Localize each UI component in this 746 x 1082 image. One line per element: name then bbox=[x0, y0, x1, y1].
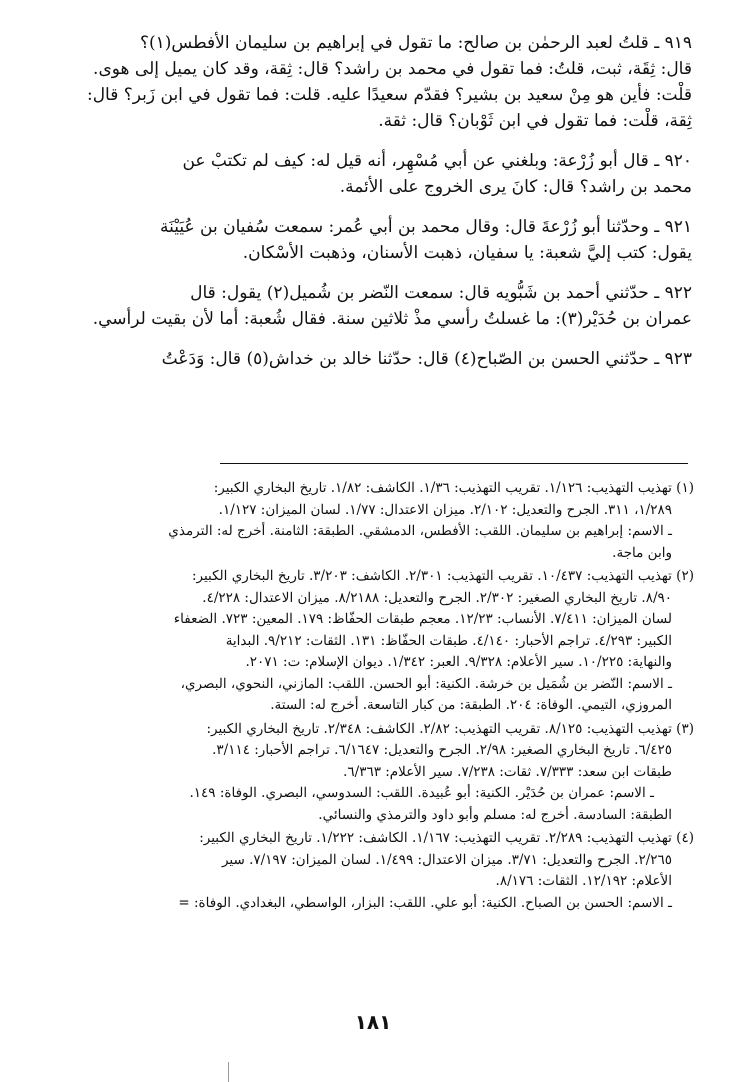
page-number: ١٨١ bbox=[354, 1010, 392, 1034]
footnote-line: الطبقة: السادسة. أخرج له: مسلم وأبو داود والترمذي والنسائي. bbox=[318, 806, 672, 823]
entry-921 bbox=[52, 214, 692, 266]
text-line: ٩٢٢ ـ حدّثني أحمد بن شَبُّويه قال: سمعت النّضر بن شُميل(٢) يقول: قال bbox=[190, 283, 692, 303]
footnote-separator bbox=[220, 463, 688, 464]
footnote-line: (٤) تهذيب التهذيب: ٢/٢٨٩. تقريب التهذيب: ١/١٦٧. الكاشف: ١/٢٢٢. تاريخ البخاري الكبير: bbox=[199, 830, 694, 846]
text-line: ٩٢١ ـ وحدّثنا أبو زُرْعةَ قال: وقال محمد بن أبي عُمر: سمعت سُفيان بن عُيَيْنَة bbox=[159, 217, 692, 237]
main-text bbox=[52, 30, 692, 386]
entry-919 bbox=[52, 30, 692, 134]
text-line: ٩٢٠ ـ قال أبو زُرْعة: وبلغني عن أبي مُسْهِر، أنه قيل له: كيف لم تكتبْ عن bbox=[182, 151, 692, 171]
footnote-line: ٢/٢٦٥. الجرح والتعديل: ٣/٧١. ميزان الاعتدال: ١/٤٩٩. لسان الميزان: ٧/١٩٧. سير bbox=[221, 851, 672, 868]
text-line: عمران بن حُدَيْر(٣): ما غسلتُ رأسي مذْ ثلاثين سنة. فقال شُعبة: أما لأن بقيت لرأسي. bbox=[92, 309, 692, 329]
entry-920 bbox=[52, 148, 692, 200]
text-line: ثِقة، قلْت: فما تقول في ابن ثَوْبان؟ قال: ثقة. bbox=[378, 111, 692, 131]
text-line: ٩٢٣ ـ حدّثني الحسن بن الصّباح(٤) قال: حدّثنا خالد بن خداش(٥) قال: وَدَعْتُ bbox=[161, 349, 692, 369]
footnote-line: ـ الاسم: الحسن بن الصباح. الكنية: أبو علي. اللقب: البزار، الواسطي، البغدادي. الوفاة: = bbox=[178, 894, 672, 911]
footnote-line: الكبير: ٤/٢٩٣. تراجم الأحبار: ٤/١٤٠. طبقات الحفّاظ: ١٣١. الثقات: ٩/٢١٢. البداية bbox=[225, 632, 672, 649]
footnote-line: ٨/٩٠. تاريخ البخاري الصغير: ٢/٣٠٢. الجرح والتعديل: ٨/٢١٨٨. ميزان الاعتدال: ٤/٢٢٨. bbox=[202, 589, 672, 606]
footnote-line: والنهاية: ١٠/٢٢٥. سير الأعلام: ٩/٣٢٨. العبر: ١/٣٤٢. ديوان الإسلام: ت: ٢٠٧١. bbox=[245, 654, 672, 670]
footnote-line: ـ الاسم: النّضر بن شُمَيل بن خرشة. الكنية: أبو الحسن. اللقب: المازني، النحوي، البصري، bbox=[180, 675, 672, 692]
footnotes bbox=[56, 478, 694, 916]
page-edge-mark bbox=[228, 1062, 229, 1082]
footnote-line: ٦/٤٢٥. تاريخ البخاري الصغير: ٢/٩٨. الجرح والتعديل: ٦/١٦٤٧. تراجم الأحبار: ٣/١١٤. bbox=[212, 742, 672, 758]
footnote-3 bbox=[56, 719, 694, 827]
entry-922 bbox=[52, 280, 692, 332]
footnote-line: لسان الميزان: ٧/٤١١. الأنساب: ١٢/٢٣. معجم طبقات الحفّاظ: ١٧٩. المعين: ٧٢٣. الضعفاء bbox=[173, 611, 672, 627]
footnote-line: الأعلام: ١٢/١٩٢. الثقات: ٨/١٧٦. bbox=[495, 873, 672, 889]
footnote-line: وابن ماجة. bbox=[612, 544, 672, 561]
footnote-4 bbox=[56, 828, 694, 914]
footnote-line: (١) تهذيب التهذيب: ١/١٢٦. تقريب التهذيب: ١/٣٦. الكاشف: ١/٨٢. تاريخ البخاري الكبير: bbox=[213, 480, 694, 496]
text-line: قلْت: فأين هو مِنْ سعيد بن بشير؟ فقدّم سعيدًا عليه. قلت: فما تقول في ابن زَبر؟ قال: bbox=[86, 85, 692, 105]
footnote-line: طبقات ابن سعد: ٧/٣٣٣. ثقات: ٧/٢٣٨. سير الأعلام: ٦/٣٦٣. bbox=[343, 763, 672, 780]
footnote-2 bbox=[56, 566, 694, 717]
text-line: قال: ثِقَة، ثبت، قلتُ: فما تقول في محمد بن راشد؟ قال: ثِقة، وقد كان يميل إلى هوى. bbox=[93, 59, 692, 79]
footnote-1 bbox=[56, 478, 694, 564]
text-line: يقول: كتب إليَّ شعبة: يا سفيان، ذهبت الأسنان، وذهبت الأسْكان. bbox=[242, 243, 692, 263]
footnote-line: ـ الاسم: إبراهيم بن سليمان. اللقب: الأفطس، الدمشقي. الطبقة: الثامنة. أخرج له: الترمذي bbox=[168, 523, 672, 539]
footnote-line: (٣) تهذيب التهذيب: ٨/١٢٥. تقريب التهذيب: ٢/٨٢. الكاشف: ٢/٣٤٨. تاريخ البخاري الكبير: bbox=[206, 720, 694, 737]
footnote-line: ـ الاسم: عمران بن حُدَيْر. الكنية: أبو عُبيدة. اللقب: السدوسي، البصري. الوفاة: ١٤٩. bbox=[189, 785, 654, 801]
text-line: محمد بن راشد؟ قال: كانَ يرى الخروج على الأئمة. bbox=[339, 177, 692, 197]
footnote-line: المروزي، التيمي. الوفاة: ٢٠٤. الطبقة: من كبار التاسعة. أخرج له: الستة. bbox=[270, 697, 672, 713]
text-line: ٩١٩ ـ قلتُ لعبد الرحمٰن بن صالح: ما تقول في إبراهيم بن سليمان الأفطس(١)؟ bbox=[139, 33, 692, 53]
footnote-line: (٢) تهذيب التهذيب: ١٠/٤٣٧. تقريب التهذيب: ٢/٣٠١. الكاشف: ٣/٢٠٣. تاريخ البخاري الكبير: bbox=[191, 568, 694, 584]
entry-923 bbox=[52, 346, 692, 372]
footnote-line: ١/٢٨٩، ٣١١. الجرح والتعديل: ٢/١٠٢. ميزان الاعتدال: ١/٧٧. لسان الميزان: ١/١٢٧. bbox=[218, 501, 672, 518]
